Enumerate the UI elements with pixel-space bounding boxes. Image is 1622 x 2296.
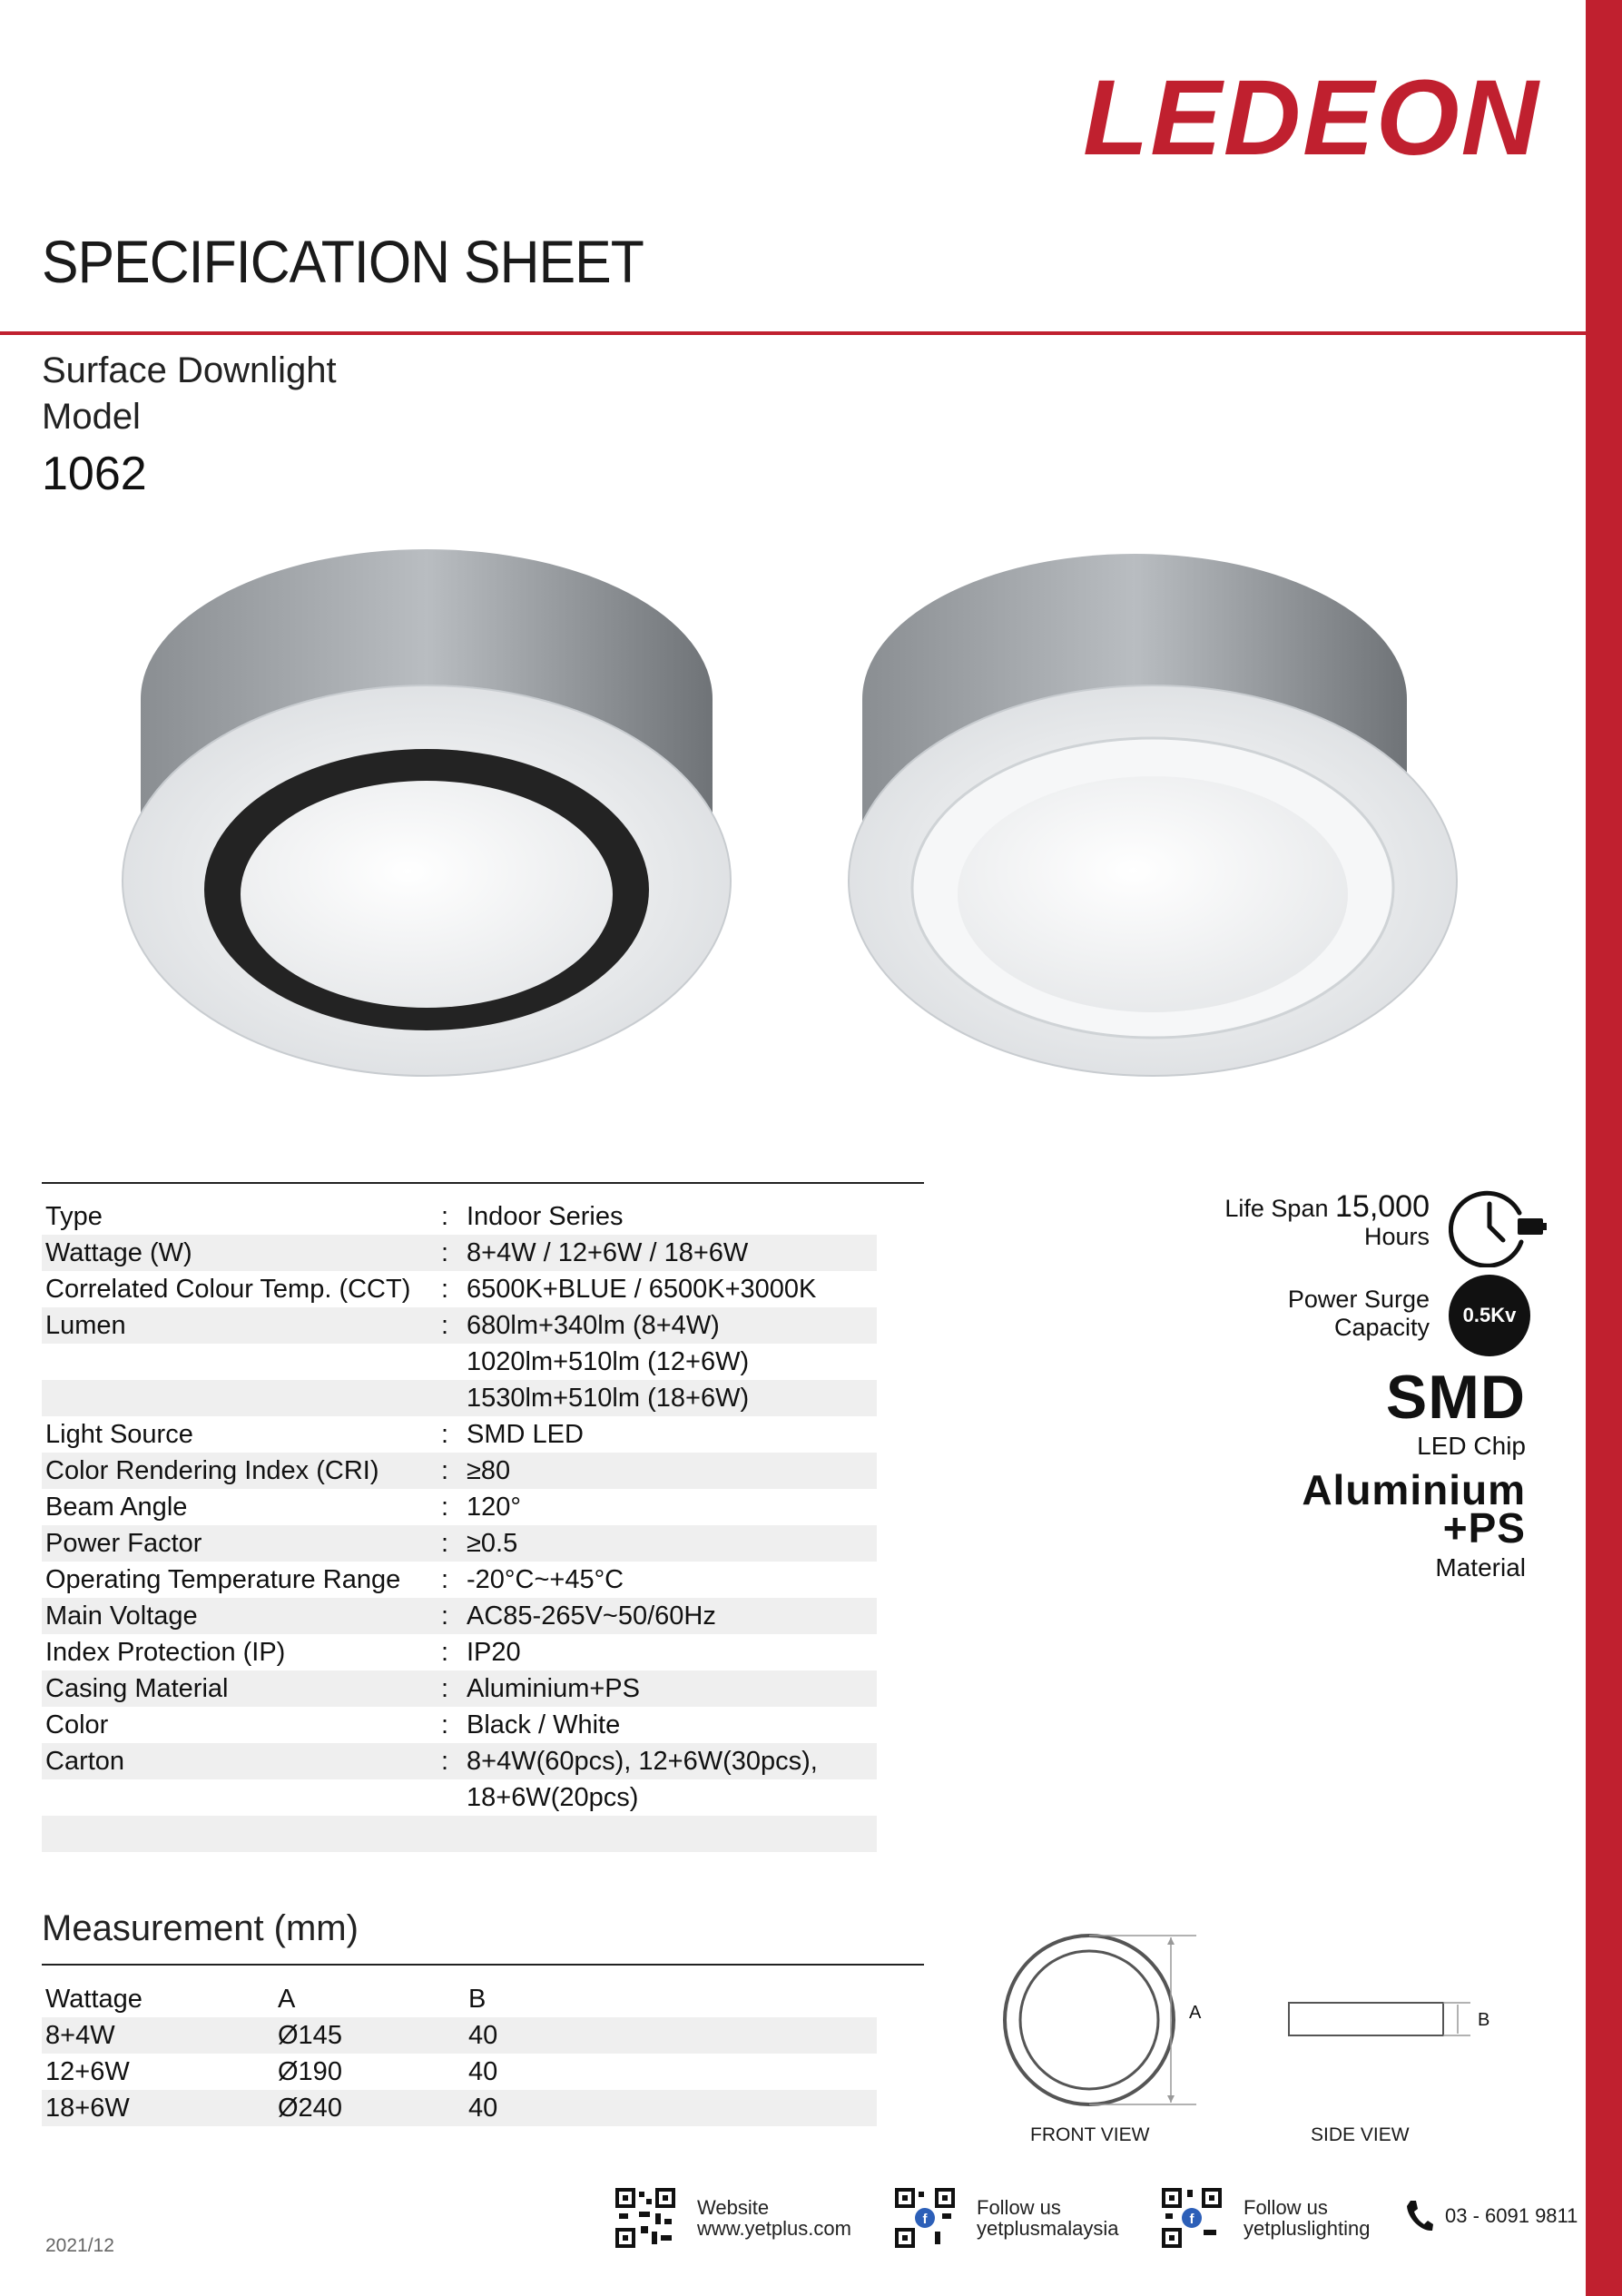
website-text: Website www.yetplus.com xyxy=(697,2196,851,2240)
side-view-label: SIDE VIEW xyxy=(1311,2124,1410,2145)
spec-row: Light Source : SMD LED xyxy=(45,1419,584,1449)
spec-table-rule xyxy=(42,1182,924,1184)
measurement-row: 18+6W Ø240 40 xyxy=(42,2090,877,2126)
side-view-drawing xyxy=(1289,2003,1489,2035)
spec-row: 1530lm+510lm (18+6W) xyxy=(42,1380,877,1416)
front-view-label: FRONT VIEW xyxy=(1030,2124,1150,2145)
spec-row: Carton : 8+4W(60pcs), 12+6W(30pcs), xyxy=(42,1743,877,1779)
life-span-text: Life Span 15,000 Hours xyxy=(1224,1189,1430,1250)
spec-row: Wattage (W) : 8+4W / 12+6W / 18+6W xyxy=(42,1235,877,1271)
spec-row: Type : Indoor Series xyxy=(45,1201,624,1231)
spec-row: Casing Material : Aluminium+PS xyxy=(42,1670,877,1707)
footer-phone[interactable] xyxy=(1405,2199,1578,2233)
spec-row: Power Factor : ≥0.5 xyxy=(42,1525,877,1562)
spec-row: 18+6W(20pcs) xyxy=(467,1782,639,1812)
measurement-title: Measurement (mm) xyxy=(42,1908,359,1948)
measurement-table xyxy=(42,1981,877,2126)
footer-website[interactable] xyxy=(615,2186,851,2250)
material-heading-line1: Aluminium xyxy=(1302,1466,1526,1513)
svg-text:f: f xyxy=(1189,2212,1194,2227)
chip-type-caption: LED Chip xyxy=(1417,1432,1526,1460)
footer-facebook-malaysia[interactable] xyxy=(895,2186,1119,2250)
ledeon-logo xyxy=(1071,64,1552,172)
page-title: SPECIFICATION SHEET xyxy=(42,228,644,295)
facebook-qr-code-icon xyxy=(895,2188,955,2248)
model-label: Model xyxy=(42,397,141,437)
measurement-header-row: Wattage A B xyxy=(45,1984,487,2014)
measurement-row: 12+6W Ø190 40 xyxy=(45,2056,498,2086)
spec-row: Beam Angle : 120° xyxy=(45,1492,521,1522)
chip-type-heading: SMD xyxy=(1385,1363,1526,1432)
clock-battery-icon xyxy=(1449,1186,1548,1267)
material-caption: Material xyxy=(1435,1553,1526,1582)
power-surge-text: Power Surge Capacity xyxy=(1287,1286,1430,1341)
qr-code-icon xyxy=(615,2188,675,2248)
spec-row: Operating Temperature Range : -20°C~+45°C xyxy=(45,1564,624,1594)
product-photos xyxy=(118,545,1479,1108)
material-heading-line2: +PS xyxy=(1442,1504,1526,1552)
white-downlight-photo xyxy=(849,554,1457,1076)
phone-icon xyxy=(1405,2199,1434,2233)
spec-row xyxy=(42,1816,877,1852)
title-divider xyxy=(0,331,1586,335)
facebook-qr-code-icon xyxy=(1162,2188,1222,2248)
facebook-malaysia-text: Follow us yetplusmalaysia xyxy=(977,2196,1119,2240)
svg-text:LEDEON: LEDEON xyxy=(1083,64,1540,172)
surge-capacity-badge: 0.5Kv xyxy=(1449,1275,1530,1356)
spec-row: Color Rendering Index (CRI) : ≥80 xyxy=(42,1453,877,1489)
model-number: 1062 xyxy=(42,448,147,500)
measurement-row: 8+4W Ø145 40 xyxy=(42,2017,877,2054)
front-view-drawing xyxy=(1005,1936,1202,2104)
product-type: Surface Downlight xyxy=(42,350,337,390)
phone-number: 03 - 6091 9811 xyxy=(1445,2204,1578,2227)
spec-row: Lumen : 680lm+340lm (8+4W) xyxy=(42,1307,877,1344)
spec-row: Correlated Colour Temp. (CCT) : 6500K+BLUE / 6500K+3000K xyxy=(45,1274,817,1304)
spec-row: 1020lm+510lm (12+6W) xyxy=(467,1346,750,1376)
spec-row: Index Protection (IP) : IP20 xyxy=(45,1637,521,1667)
document-date: 2021/12 xyxy=(45,2235,114,2256)
facebook-lighting-text: Follow us yetpluslighting xyxy=(1244,2196,1371,2240)
spec-row: Main Voltage : AC85-265V~50/60Hz xyxy=(42,1598,877,1634)
right-accent-bar xyxy=(1586,0,1622,2296)
svg-text:f: f xyxy=(922,2212,928,2227)
spec-row: Color : Black / White xyxy=(45,1710,621,1739)
measurement-rule xyxy=(42,1964,924,1966)
dimension-a-label: A xyxy=(1189,2003,1202,2023)
specification-table xyxy=(42,1198,877,1852)
footer-facebook-lighting[interactable] xyxy=(1162,2186,1370,2250)
black-downlight-photo xyxy=(123,549,731,1076)
dimension-b-label: B xyxy=(1478,2010,1490,2030)
